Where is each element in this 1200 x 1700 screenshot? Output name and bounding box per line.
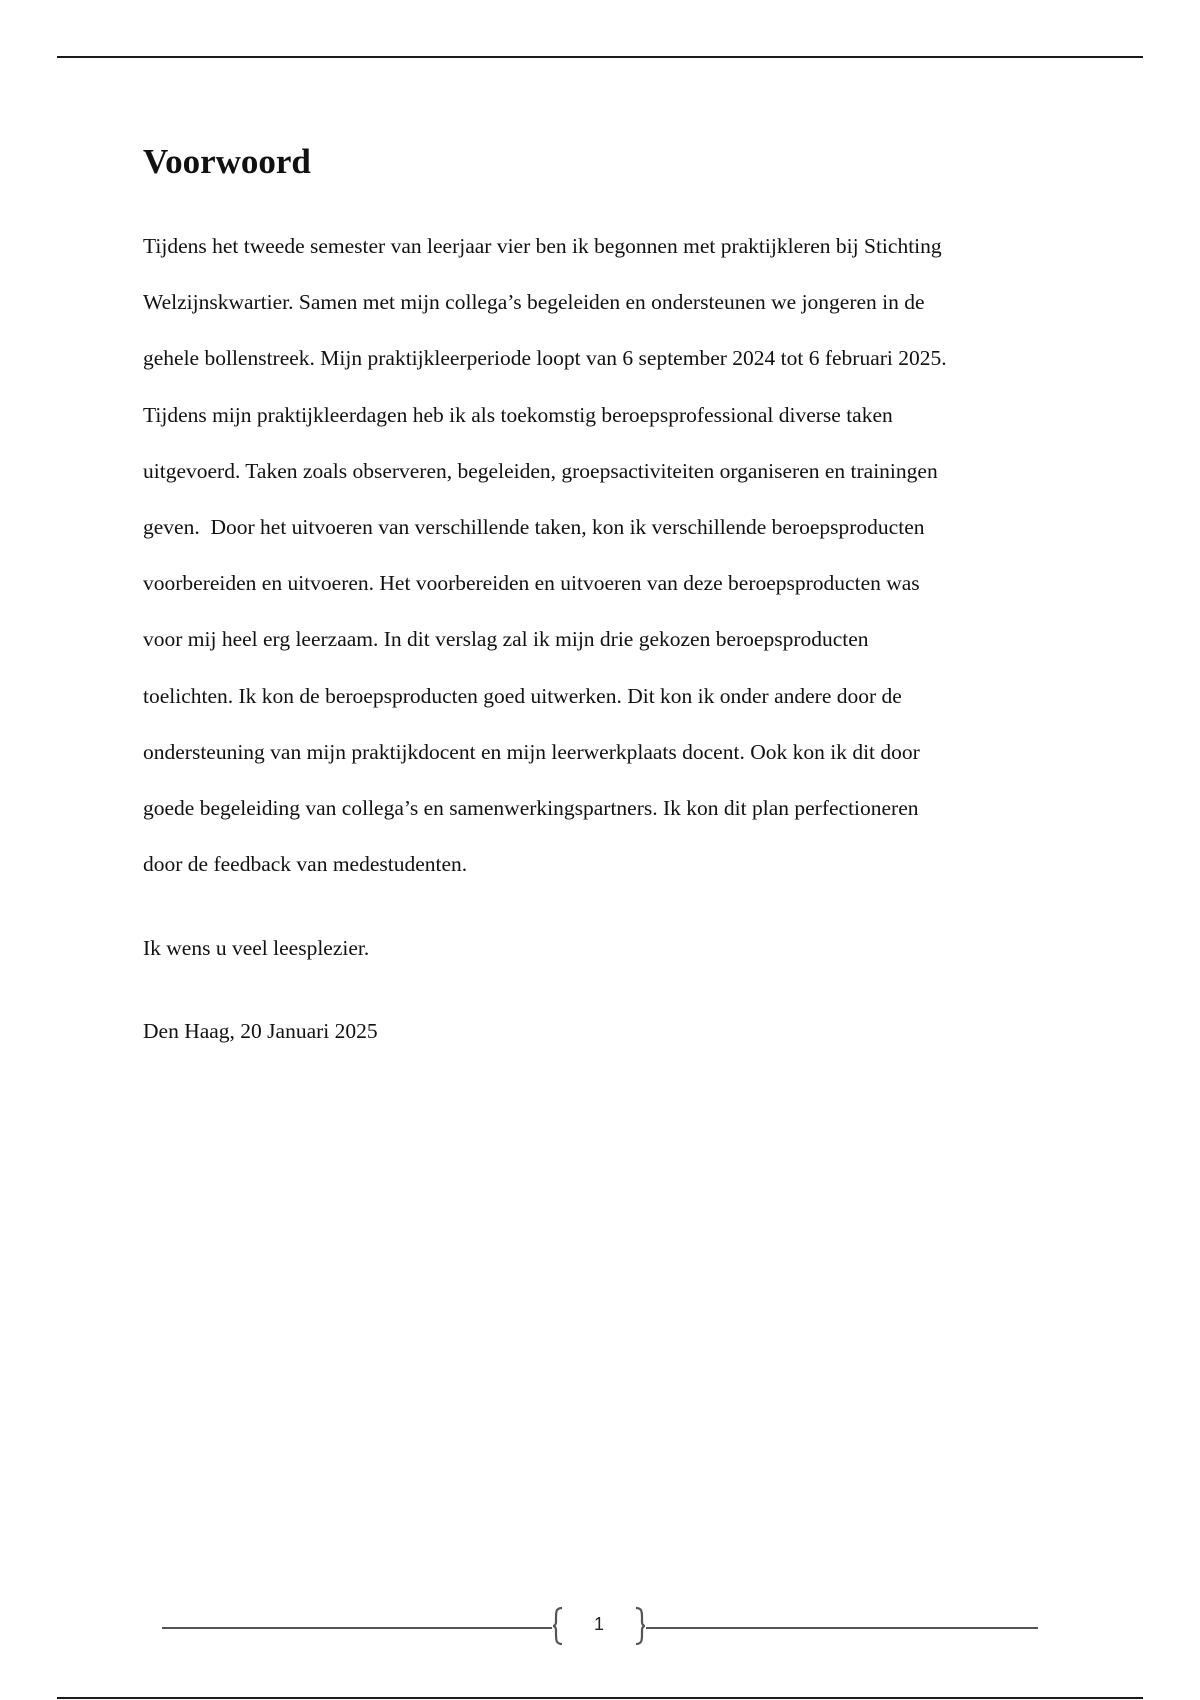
header-rule xyxy=(57,56,1143,58)
right-brace-icon xyxy=(634,1606,646,1646)
paragraph-line: ondersteuning van mijn praktijkdocent en mijn leerwerkplaats docent. Ook kon ik dit door xyxy=(143,739,920,764)
paragraph-line: gehele bollenstreek. Mijn praktijkleerperiode loopt van 6 september 2024 tot 6 februari 2025. xyxy=(143,346,947,371)
footer-rule-right xyxy=(646,1627,1038,1629)
paragraph-line: Tijdens mijn praktijkleerdagen heb ik als toekomstig beroepsprofessional diverse taken xyxy=(143,402,893,427)
bottom-rule xyxy=(57,1697,1143,1699)
paragraph-line: voorbereiden en uitvoeren. Het voorbereiden en uitvoeren van deze beroepsproducten was xyxy=(143,571,920,596)
paragraph-line: door de feedback van medestudenten. xyxy=(143,852,468,877)
body-paragraph xyxy=(143,204,1063,906)
page-footer xyxy=(162,1606,1038,1646)
paragraph-line: Tijdens het tweede semester van leerjaar vier ben ik begonnen met praktijkleren bij Stichting xyxy=(143,234,942,259)
left-brace-icon xyxy=(552,1606,564,1646)
paragraph-line: toelichten. Ik kon de beroepsproducten goed uitwerken. Dit kon ik onder andere door de xyxy=(143,683,902,708)
document-body xyxy=(143,142,1063,1045)
footer-rule-left xyxy=(162,1627,552,1629)
paragraph-line: geven. Door het uitvoeren van verschillende taken, kon ik verschillende beroepsproducten xyxy=(143,515,925,540)
paragraph-line: uitgevoerd. Taken zoals observeren, begeleiden, groepsactiviteiten organiseren en trainingen xyxy=(143,458,938,483)
paragraph-line: goede begeleiding van collega’s en samenwerkingspartners. Ik kon dit plan perfectioneren xyxy=(143,795,919,820)
page-title: Voorwoord xyxy=(143,142,311,181)
paragraph-line: voor mij heel erg leerzaam. In dit verslag zal ik mijn drie gekozen beroepsproducten xyxy=(143,627,869,652)
paragraph-line: Welzijnskwartier. Samen met mijn collega’s begeleiden en ondersteunen we jongeren in de xyxy=(143,290,925,315)
page-number: 1 xyxy=(593,1614,604,1634)
closing-line: Ik wens u veel leesplezier. xyxy=(143,936,370,961)
place-date: Den Haag, 20 Januari 2025 xyxy=(143,1019,378,1044)
